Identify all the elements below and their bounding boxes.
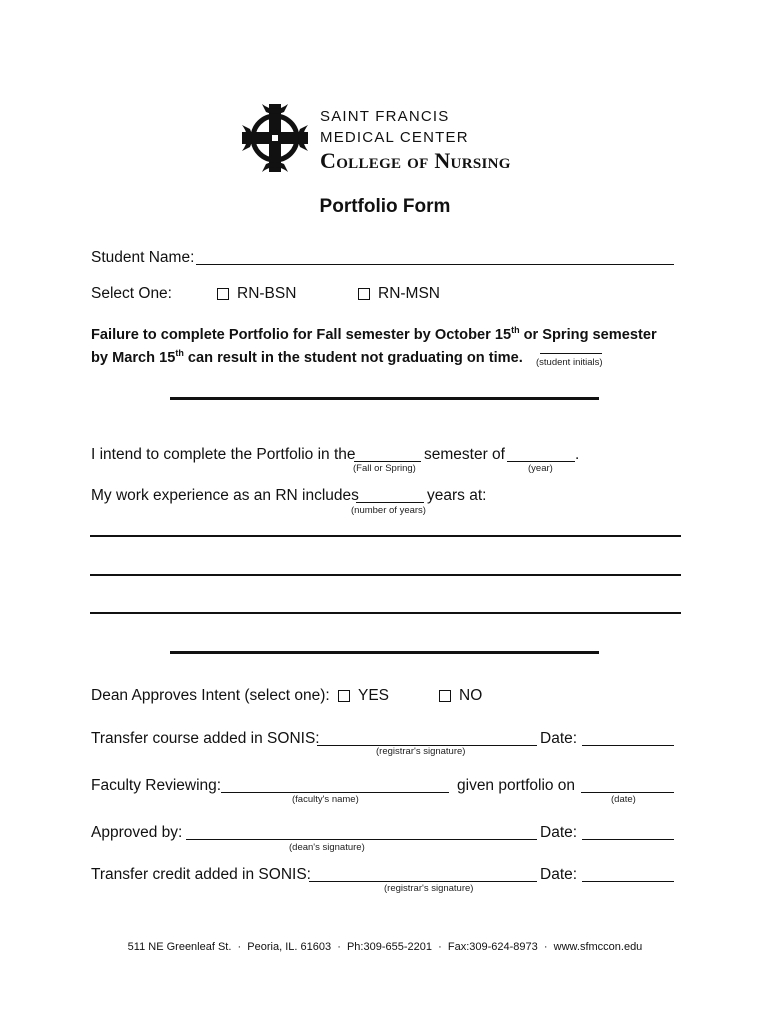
transfer-course-caption: (registrar's signature) bbox=[376, 746, 466, 757]
semester-term-field[interactable] bbox=[354, 461, 421, 462]
org-name-line2: MEDICAL CENTER bbox=[320, 129, 469, 146]
logo bbox=[240, 100, 530, 176]
rn-bsn-checkbox[interactable] bbox=[217, 288, 229, 300]
footer-address: 511 NE Greenleaf St. · Peoria, IL. 61603 · Ph:309-655-2201 · Fax:309-624-8973 · www.sfmccon.edu bbox=[127, 941, 643, 953]
rn-msn-label: RN-MSN bbox=[378, 285, 440, 302]
intent-middle: semester of bbox=[424, 446, 505, 463]
transfer-course-label: Transfer course added in SONIS: bbox=[91, 730, 320, 747]
transfer-course-date-field[interactable] bbox=[582, 745, 674, 746]
experience-line-2[interactable] bbox=[90, 574, 681, 576]
yes-checkbox[interactable] bbox=[338, 690, 350, 702]
dean-signature-field[interactable] bbox=[186, 839, 537, 840]
faculty-reviewing-label: Faculty Reviewing: bbox=[91, 777, 222, 794]
faculty-name-caption: (faculty's name) bbox=[292, 794, 359, 805]
semester-year-field[interactable] bbox=[507, 461, 575, 462]
transfer-credit-signature-field[interactable] bbox=[309, 881, 537, 882]
transfer-credit-label: Transfer credit added in SONIS: bbox=[91, 866, 311, 883]
experience-suffix: years at: bbox=[427, 487, 487, 504]
transfer-credit-caption: (registrar's signature) bbox=[384, 883, 474, 894]
deadline-warning: Failure to complete Portfolio for Fall semester by October 15th or Spring semester by March 15th can result in the student not graduating on time. bbox=[91, 325, 657, 366]
approved-by-label: Approved by: bbox=[91, 824, 183, 841]
faculty-middle-label: given portfolio on bbox=[457, 777, 576, 794]
faculty-date-caption: (date) bbox=[611, 794, 636, 805]
student-name-label: Student Name: bbox=[91, 249, 195, 266]
section-divider bbox=[170, 397, 599, 400]
intent-prefix: I intend to complete the Portfolio in the bbox=[91, 446, 356, 463]
approved-date-label: Date: bbox=[540, 824, 578, 841]
year-caption: (year) bbox=[528, 463, 553, 474]
no-checkbox[interactable] bbox=[439, 690, 451, 702]
intent-suffix: . bbox=[575, 446, 580, 463]
student-initials-caption: (student initials) bbox=[536, 357, 603, 368]
rn-bsn-label: RN-BSN bbox=[237, 285, 297, 302]
years-caption: (number of years) bbox=[351, 505, 426, 516]
org-name-line3: College of Nursing bbox=[320, 148, 511, 173]
dean-signature-caption: (dean's signature) bbox=[289, 842, 365, 853]
experience-line-3[interactable] bbox=[90, 612, 681, 614]
experience-line-1[interactable] bbox=[90, 535, 681, 537]
years-field[interactable] bbox=[356, 502, 424, 503]
transfer-credit-date-field[interactable] bbox=[582, 881, 674, 882]
approved-date-field[interactable] bbox=[582, 839, 674, 840]
page-title: Portfolio Form bbox=[319, 196, 451, 217]
student-name-field[interactable] bbox=[196, 264, 674, 265]
select-one-label: Select One: bbox=[91, 285, 172, 302]
org-name-line1: SAINT FRANCIS bbox=[320, 108, 450, 125]
faculty-date-field[interactable] bbox=[581, 792, 674, 793]
transfer-credit-date-label: Date: bbox=[540, 866, 578, 883]
rn-msn-checkbox[interactable] bbox=[358, 288, 370, 300]
section-divider bbox=[170, 651, 599, 654]
faculty-name-field[interactable] bbox=[221, 792, 449, 793]
no-label: NO bbox=[459, 687, 483, 704]
student-initials-field[interactable] bbox=[540, 353, 602, 354]
term-caption: (Fall or Spring) bbox=[353, 463, 416, 474]
transfer-course-date-label: Date: bbox=[540, 730, 578, 747]
cross-emblem-icon bbox=[240, 100, 310, 176]
dean-approves-label: Dean Approves Intent (select one): bbox=[91, 687, 330, 704]
experience-prefix: My work experience as an RN includes bbox=[91, 487, 359, 504]
yes-label: YES bbox=[358, 687, 390, 704]
